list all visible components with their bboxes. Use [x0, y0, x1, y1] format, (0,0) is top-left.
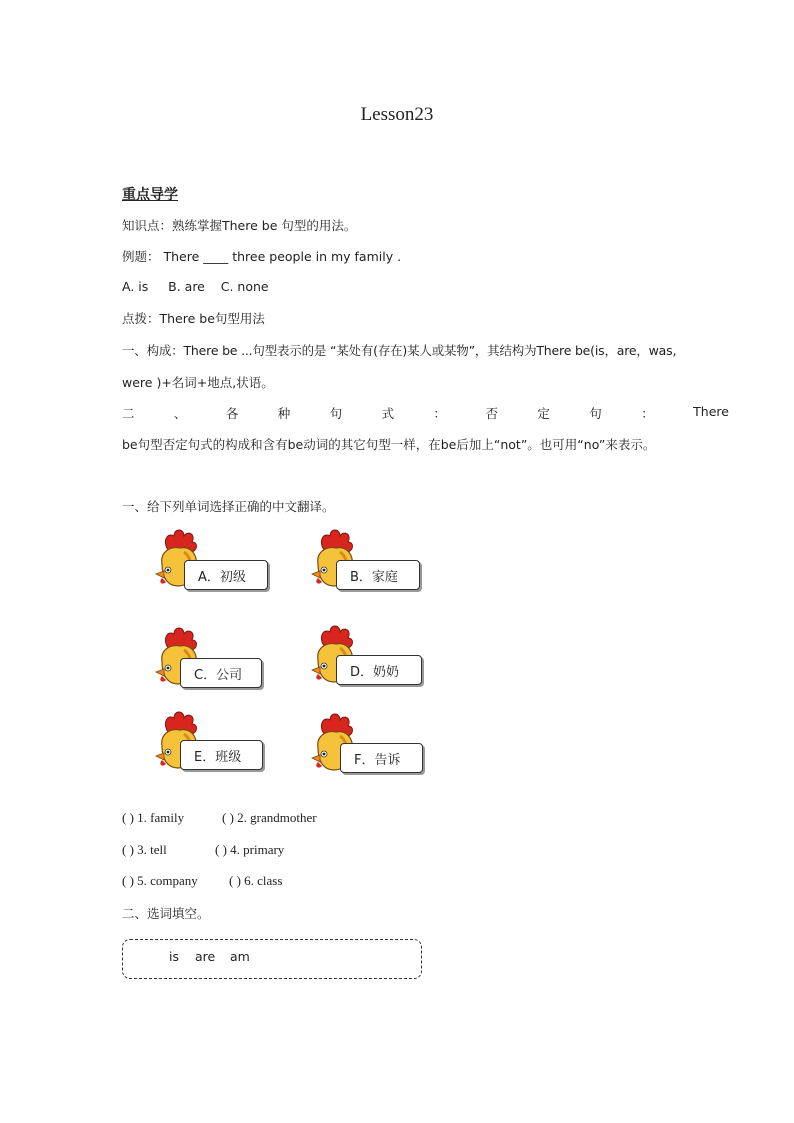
- option-card-a: A．初级: [184, 560, 268, 590]
- word-bank-item: am: [230, 949, 250, 964]
- point2-char: 式: [381, 406, 395, 421]
- point2-char: 二: [122, 406, 135, 421]
- option-card-b: B．家庭: [336, 560, 420, 590]
- point2-line1: [122, 404, 729, 422]
- word-bank-item: are: [195, 949, 216, 964]
- point1-line2: were )+名词+地点,状语。: [122, 375, 274, 390]
- option-card-f: F．告诉: [340, 743, 423, 773]
- exercise1-heading: 一、给下列单词选择正确的中文翻译。: [122, 499, 335, 514]
- match-item-2: ( ) 2. grandmother: [222, 810, 317, 825]
- option-card-d: D．奶奶: [336, 655, 422, 685]
- example-options: A. is B. are C. none: [122, 279, 269, 294]
- point2-line2: be句型否定句式的构成和含有be动词的其它句型一样，在be后加上“not”。也可用“no”来表示。: [122, 437, 656, 452]
- point2-char: 句: [329, 406, 343, 421]
- point2-char: ：: [433, 406, 447, 421]
- option-card-e: E．班级: [180, 740, 263, 770]
- point2-char: 种: [277, 406, 291, 421]
- match-item-6: ( ) 6. class: [229, 873, 283, 888]
- knowledge-point: 知识点：熟练掌握There be 句型的用法。: [122, 218, 357, 233]
- point2-char: 、: [173, 406, 187, 421]
- point2-char: 定: [537, 406, 550, 421]
- word-bank-item: is: [169, 949, 179, 964]
- point2-char: ：: [641, 406, 654, 421]
- point2-char: 句: [589, 406, 602, 421]
- match-item-1: ( ) 1. family: [122, 810, 185, 825]
- section-heading-guide: 重点导学: [122, 187, 178, 203]
- point2-char: There: [693, 404, 729, 419]
- example-question: 例题： There ____ three people in my family .: [122, 249, 402, 264]
- match-item-3: ( ) 3. tell: [122, 842, 167, 857]
- match-item-5: ( ) 5. company: [122, 873, 198, 888]
- word-bank-box: [122, 939, 422, 979]
- point2-char: 各: [225, 406, 239, 421]
- point2-char: 否: [485, 406, 498, 421]
- match-item-4: ( ) 4. primary: [215, 842, 285, 857]
- option-card-c: C．公司: [180, 658, 262, 688]
- point1-line1: 一、构成：There be ...句型表示的是 “某处有(存在)某人或某物”，其结构为There be(is，are，was,: [122, 343, 677, 358]
- exercise2-heading: 二、选词填空。: [122, 906, 210, 921]
- tip-line: 点拨：There be句型用法: [122, 311, 265, 326]
- page-title: Lesson23: [360, 104, 434, 125]
